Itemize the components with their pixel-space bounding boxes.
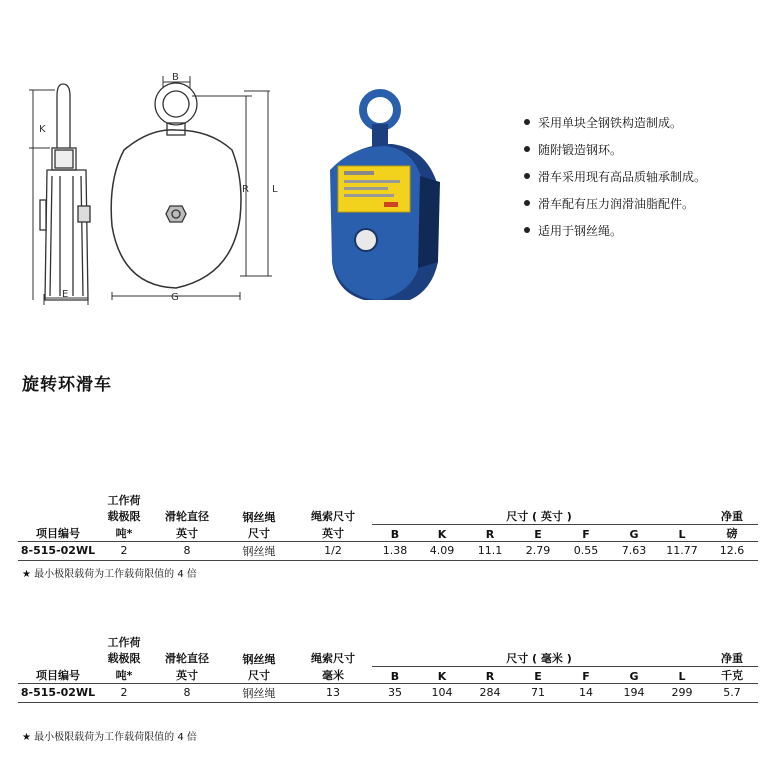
- table-cell: 7.63: [610, 541, 658, 560]
- bullet-icon: [524, 146, 530, 152]
- table-cell: 1.38: [372, 541, 418, 560]
- table-cell: 8-515-02WL: [18, 683, 98, 702]
- table-cell: 14: [562, 683, 610, 702]
- table-cell: 2.79: [514, 541, 562, 560]
- dim-label-r: R: [242, 184, 249, 195]
- unit-cell: L: [658, 524, 706, 541]
- unit-cell: 英寸: [150, 524, 224, 541]
- pulley-illustrations: [0, 0, 480, 310]
- feature-item: 滑车采用现有高品质轴承制成。: [524, 170, 706, 197]
- table-cell: 104: [418, 683, 466, 702]
- table-cell: 5.7: [706, 683, 758, 702]
- table-cell: 1/2: [294, 541, 372, 560]
- unit-cell: 毫米: [294, 666, 372, 683]
- pulley-side-view: [29, 84, 90, 305]
- feature-item: 随附锻造钢环。: [524, 143, 706, 170]
- feature-item: 采用单块全钢铁构造制成。: [524, 116, 706, 143]
- table-cell: 8: [150, 683, 224, 702]
- col-header-sheave: 滑轮直径: [165, 652, 209, 665]
- unit-cell: E: [514, 524, 562, 541]
- feature-item: 适用于钢丝绳。: [524, 224, 706, 251]
- col-header-dimensions: 尺寸 ( 毫米 ): [372, 634, 706, 666]
- unit-cell: 英寸: [150, 666, 224, 683]
- table-cell: 284: [466, 683, 514, 702]
- unit-cell: 磅: [706, 524, 758, 541]
- table-cell: 2: [98, 541, 150, 560]
- bullet-icon: [524, 200, 530, 206]
- table-cell: 12.6: [706, 541, 758, 560]
- unit-cell: E: [514, 666, 562, 683]
- col-header-weight: 净重: [706, 634, 758, 666]
- col-header-rope: 绳索尺寸: [311, 510, 355, 523]
- product-title: 旋转环滑车: [22, 375, 112, 395]
- col-header-sheave: 滑轮直径: [165, 510, 209, 523]
- table-cell: 299: [658, 683, 706, 702]
- feature-list: [524, 116, 706, 251]
- table-cell: 钢丝绳: [224, 683, 294, 702]
- col-header-load: 工作荷 载极限: [107, 494, 141, 523]
- dim-label-b: B: [172, 72, 179, 83]
- bullet-icon: [524, 173, 530, 179]
- unit-cell: 英寸: [294, 524, 372, 541]
- pulley-product-photo: [330, 93, 440, 300]
- col-header-dimensions: 尺寸 ( 英寸 ): [372, 492, 706, 524]
- table-footnote: ★ 最小极限载荷为工作载荷限值的 4 倍: [22, 569, 197, 580]
- table-cell: 8-515-02WL: [18, 541, 98, 560]
- unit-cell: R: [466, 524, 514, 541]
- table-cell: 钢丝绳: [224, 541, 294, 560]
- col-header-weight: 净重: [706, 492, 758, 524]
- spec-table-metric: [18, 634, 758, 703]
- unit-cell: L: [658, 666, 706, 683]
- table-cell: 11.1: [466, 541, 514, 560]
- table-cell: 11.77: [658, 541, 706, 560]
- table-cell: 4.09: [418, 541, 466, 560]
- unit-cell: 吨*: [98, 666, 150, 683]
- unit-cell: F: [562, 666, 610, 683]
- unit-cell: K: [418, 666, 466, 683]
- col-header-load: 工作荷 载极限: [107, 636, 141, 665]
- dim-label-k: K: [39, 124, 46, 135]
- unit-cell: K: [418, 524, 466, 541]
- unit-cell: B: [372, 666, 418, 683]
- table-cell: 13: [294, 683, 372, 702]
- dim-label-l: L: [272, 184, 278, 195]
- dim-label-g: G: [171, 292, 179, 303]
- unit-cell: B: [372, 524, 418, 541]
- table-footnote: ★ 最小极限载荷为工作载荷限值的 4 倍: [22, 732, 197, 743]
- table-cell: 2: [98, 683, 150, 702]
- table-cell: 194: [610, 683, 658, 702]
- spec-table-imperial: [18, 492, 758, 561]
- unit-cell: G: [610, 524, 658, 541]
- col-header-wire: 钢丝绳 尺寸: [224, 492, 294, 541]
- col-header-wire: 钢丝绳 尺寸: [224, 634, 294, 683]
- col-header-rope: 绳索尺寸: [311, 652, 355, 665]
- dim-label-e: E: [62, 289, 69, 300]
- col-header-item: 项目编号: [18, 634, 98, 683]
- bullet-icon: [524, 119, 530, 125]
- bullet-icon: [524, 227, 530, 233]
- table-cell: 35: [372, 683, 418, 702]
- unit-cell: R: [466, 666, 514, 683]
- table-row: [18, 541, 758, 560]
- unit-cell: F: [562, 524, 610, 541]
- unit-cell: 千克: [706, 666, 758, 683]
- col-header-item: 项目编号: [18, 492, 98, 541]
- unit-cell: G: [610, 666, 658, 683]
- table-cell: 8: [150, 541, 224, 560]
- table-row: [18, 683, 758, 702]
- table-cell: 0.55: [562, 541, 610, 560]
- unit-cell: 吨*: [98, 524, 150, 541]
- table-cell: 71: [514, 683, 562, 702]
- feature-item: 滑车配有压力润滑油脂配件。: [524, 197, 706, 224]
